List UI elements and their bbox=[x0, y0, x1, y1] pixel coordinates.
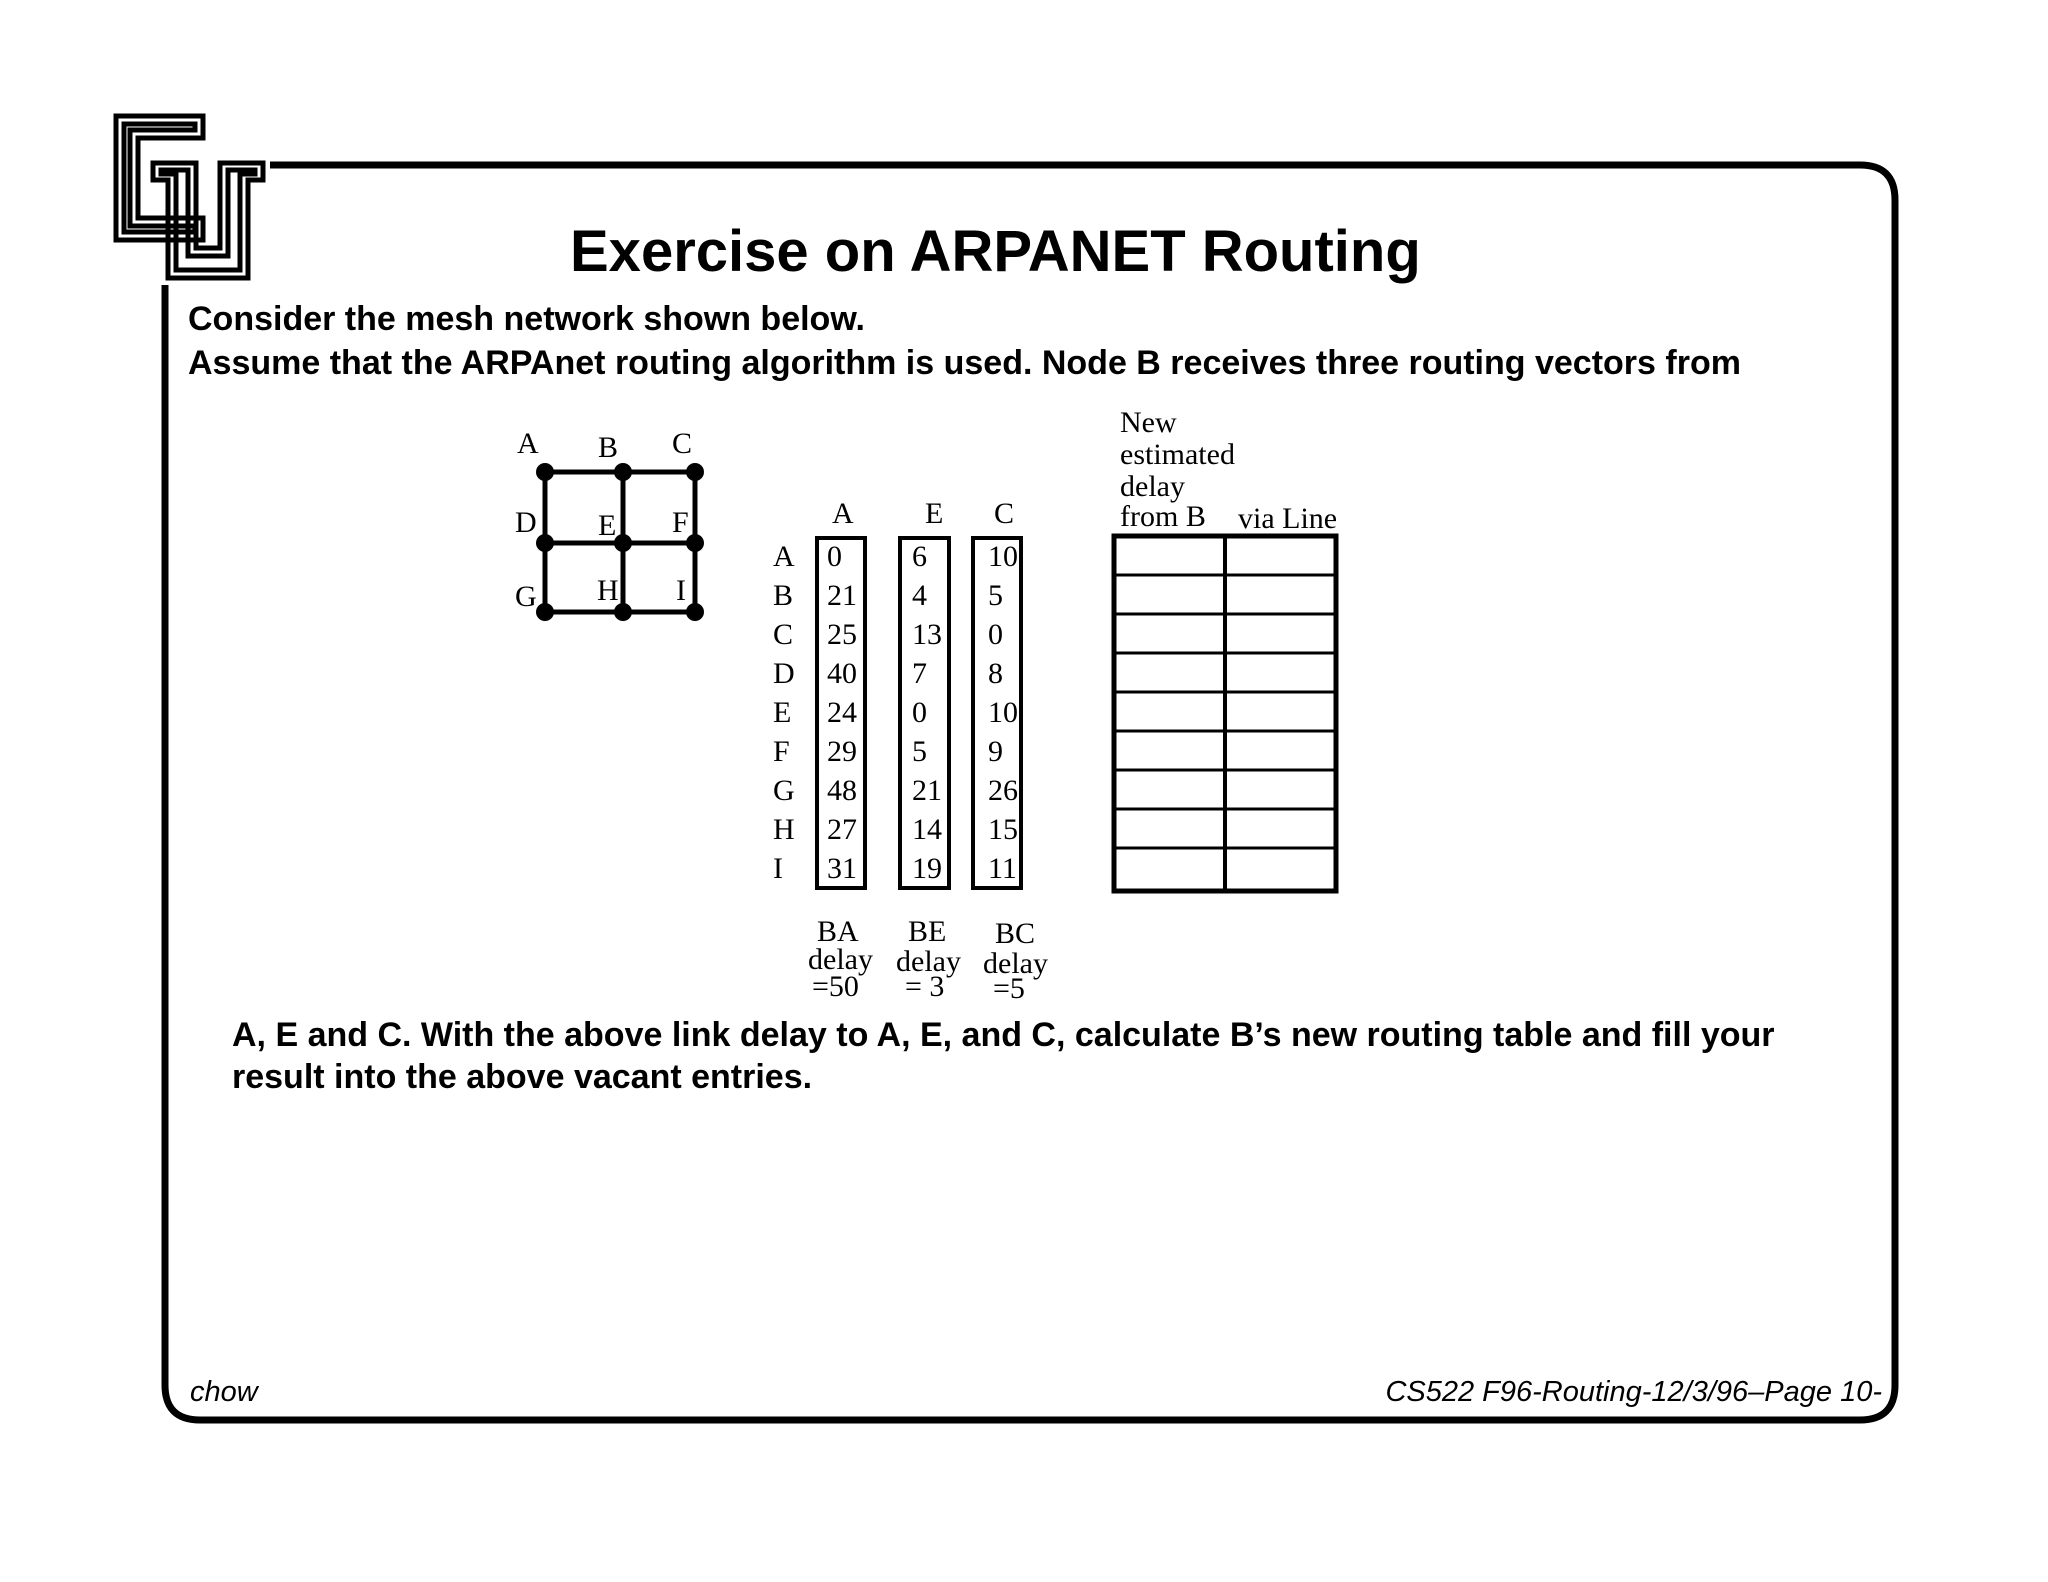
vector-cell: 4 bbox=[912, 579, 927, 612]
vector-cell: 0 bbox=[988, 618, 1003, 651]
node-label-a: A bbox=[517, 427, 539, 460]
vector-header: C bbox=[994, 497, 1015, 530]
result-header-line: estimated bbox=[1120, 438, 1235, 471]
vector-cell: 19 bbox=[912, 852, 942, 885]
vector-cell: 7 bbox=[912, 657, 927, 690]
link-caption: = 3 bbox=[905, 970, 945, 1003]
row-label: C bbox=[773, 618, 794, 651]
row-label: A bbox=[773, 540, 795, 573]
continuation-line-2: result into the above vacant entries. bbox=[232, 1058, 813, 1096]
vector-header: E bbox=[925, 497, 944, 530]
slide-title: Exercise on ARPANET Routing bbox=[570, 219, 1421, 284]
vector-cell: 15 bbox=[988, 813, 1018, 846]
row-label: H bbox=[773, 813, 795, 846]
node-label-i: I bbox=[676, 574, 686, 607]
vector-cell: 27 bbox=[827, 813, 857, 846]
vector-cell: 10 bbox=[988, 696, 1018, 729]
result-table bbox=[1110, 532, 1350, 897]
vector-cell: 11 bbox=[988, 852, 1017, 885]
row-label: I bbox=[773, 852, 783, 885]
link-caption: BC bbox=[995, 917, 1036, 950]
footer-page-info: CS522 F96-Routing-12/3/96–Page 10- bbox=[1385, 1376, 1882, 1408]
result-header-line: delay bbox=[1120, 470, 1185, 503]
link-caption: delay bbox=[896, 945, 961, 978]
result-header-line: from B bbox=[1120, 500, 1206, 533]
vector-cell: 25 bbox=[827, 618, 857, 651]
continuation-line-1: A, E and C. With the above link delay to A, E, and C, calculate B’s new routing table and fill your bbox=[232, 1016, 1775, 1054]
vector-cell: 13 bbox=[912, 618, 942, 651]
vector-cell: 31 bbox=[827, 852, 857, 885]
result-header-via: via Line bbox=[1238, 502, 1338, 535]
link-caption: =5 bbox=[993, 972, 1025, 1005]
node-label-b: B bbox=[598, 431, 619, 464]
node-label-e: E bbox=[598, 509, 617, 542]
intro-line-2: Assume that the ARPAnet routing algorithm is used. Node B receives three routing vectors from bbox=[188, 344, 1741, 382]
vector-cell: 8 bbox=[988, 657, 1003, 690]
vector-cell: 29 bbox=[827, 735, 857, 768]
vector-cell: 21 bbox=[912, 774, 942, 807]
vector-cell: 0 bbox=[912, 696, 927, 729]
row-label: G bbox=[773, 774, 795, 807]
vector-cell: 6 bbox=[912, 540, 927, 573]
node-label-d: D bbox=[515, 506, 537, 539]
node-label-g: G bbox=[515, 580, 537, 613]
vector-cell: 10 bbox=[988, 540, 1018, 573]
vector-cell: 48 bbox=[827, 774, 857, 807]
vector-cell: 21 bbox=[827, 579, 857, 612]
vector-cell: 0 bbox=[827, 540, 842, 573]
row-label: B bbox=[773, 579, 794, 612]
link-caption: BE bbox=[908, 915, 947, 948]
vector-cell: 26 bbox=[988, 774, 1018, 807]
node-label-h: H bbox=[597, 574, 619, 607]
link-caption: =50 bbox=[812, 970, 859, 1003]
vector-header: A bbox=[832, 497, 854, 530]
link-caption: delay bbox=[808, 943, 873, 976]
vector-cell: 24 bbox=[827, 696, 857, 729]
node-label-c: C bbox=[672, 427, 693, 460]
row-label: E bbox=[773, 696, 792, 729]
footer-author: chow bbox=[190, 1376, 258, 1408]
result-header-line: New bbox=[1120, 406, 1177, 439]
link-caption: BA bbox=[817, 915, 859, 948]
vector-cell: 5 bbox=[988, 579, 1003, 612]
row-label: F bbox=[773, 735, 790, 768]
vector-cell: 40 bbox=[827, 657, 857, 690]
node-label-f: F bbox=[672, 506, 689, 539]
row-label: D bbox=[773, 657, 795, 690]
vector-cell: 14 bbox=[912, 813, 942, 846]
vector-cell: 5 bbox=[912, 735, 927, 768]
link-caption: delay bbox=[983, 947, 1048, 980]
intro-line-1: Consider the mesh network shown below. bbox=[188, 300, 865, 338]
vector-cell: 9 bbox=[988, 735, 1003, 768]
